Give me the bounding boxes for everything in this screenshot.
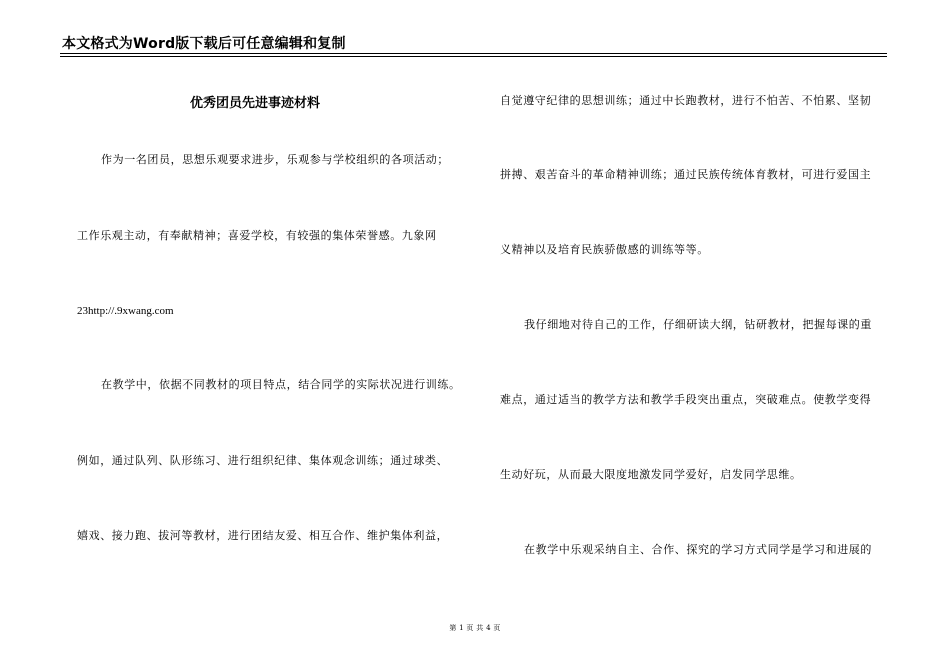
left-column-line: 例如，通过队列、队形练习、进行组织纪律、集体观念训练；通过球类、 [77, 454, 449, 467]
header-rule-bottom [60, 56, 887, 57]
right-column-line: 自觉遵守纪律的思想训练；通过中长跑教材，进行不怕苦、不怕累、坚韧 [500, 94, 872, 107]
right-column-line: 义精神以及培育民族骄傲感的训练等等。 [500, 243, 709, 256]
right-column-line: 我仔细地对待自己的工作，仔细研读大纲，钻研教材，把握每课的重 [524, 318, 872, 331]
header-rule-top [60, 53, 887, 54]
left-column-line: 在教学中，依据不同教材的项目特点，结合同学的实际状况进行训练。 [101, 378, 461, 391]
right-column-line: 生动好玩，从而最大限度地激发同学爱好，启发同学思维。 [500, 468, 802, 481]
page-number-footer: 第 1 页 共 4 页 [449, 624, 501, 632]
left-column-line: 23http://.9xwang.com [77, 305, 174, 317]
left-column-line: 作为一名团员，思想乐观要求进步，乐观参与学校组织的各项活动； [101, 153, 449, 166]
right-column-line: 拼搏、艰苦奋斗的革命精神训练；通过民族传统体育教材，可进行爱国主 [500, 168, 872, 181]
document-header-text: 本文格式为Word版下载后可任意编辑和复制 [62, 36, 346, 52]
left-column-line: 工作乐观主动，有奉献精神；喜爱学校，有较强的集体荣誉感。九象网 [77, 229, 437, 242]
left-column-line: 嬉戏、接力跑、拔河等教材，进行团结友爱、相互合作、维护集体利益， [77, 529, 449, 542]
right-column-line: 难点，通过适当的教学方法和教学手段突出重点，突破难点。使教学变得 [500, 393, 872, 406]
right-column-line: 在教学中乐观采纳自主、合作、探究的学习方式同学是学习和进展的 [524, 543, 872, 556]
document-title: 优秀团员先进事迹材料 [190, 96, 321, 111]
